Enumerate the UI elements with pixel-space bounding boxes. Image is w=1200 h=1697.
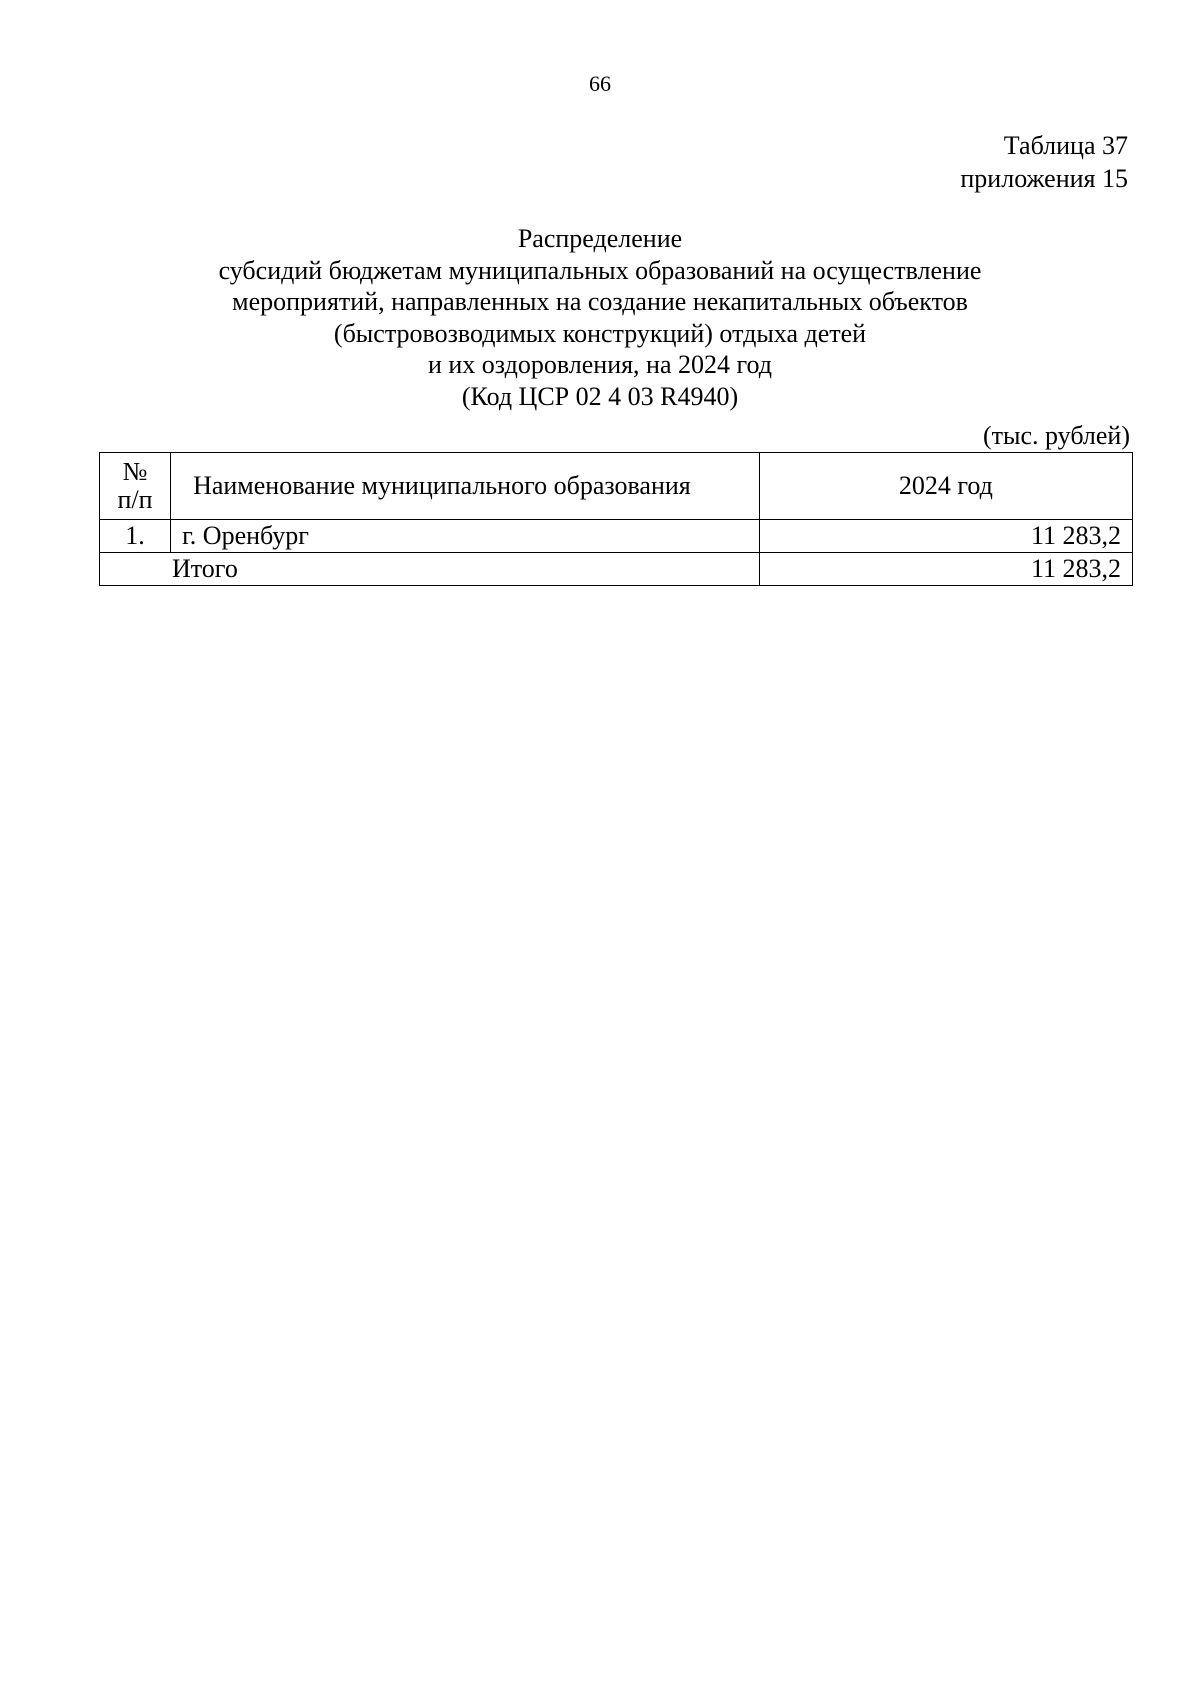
table-number: Таблица 37 xyxy=(1003,131,1128,160)
appendix-number: приложения 15 xyxy=(960,164,1128,193)
row-municipality: г. Оренбург xyxy=(171,520,760,553)
row-amount: 11 283,2 xyxy=(759,520,1132,553)
document-title xyxy=(0,223,1200,412)
title-line: мероприятий, направленных на создание некапитальных объектов xyxy=(232,287,968,316)
title-line: (быстровозводимых конструкций) отдыха детей xyxy=(333,318,867,348)
units-label: (тыс. рублей) xyxy=(982,421,1130,450)
header-number-symbol: № xyxy=(122,457,148,486)
title-code-line: (Код ЦСР 02 4 03 R4940) xyxy=(461,381,739,411)
title-line: Распределение xyxy=(517,224,683,253)
total-label: Итого xyxy=(100,553,760,586)
title-line: и их оздоровления, на 2024 год xyxy=(427,350,773,379)
table-header-row xyxy=(100,453,1133,520)
title-line: субсидий бюджетам муниципальных образований на осуществление xyxy=(218,255,982,285)
header-number xyxy=(100,453,171,520)
page-number: 66 xyxy=(589,71,611,96)
header-year: 2024 год xyxy=(759,453,1132,520)
header-number-abbr: п/п xyxy=(117,485,153,514)
table-reference xyxy=(960,129,1128,195)
row-number: 1. xyxy=(100,520,171,553)
table-total-row xyxy=(100,553,1133,586)
total-amount: 11 283,2 xyxy=(759,553,1132,586)
header-municipality: Наименование муниципального образования xyxy=(171,453,760,520)
distribution-table xyxy=(99,452,1133,586)
table-row xyxy=(100,520,1133,553)
